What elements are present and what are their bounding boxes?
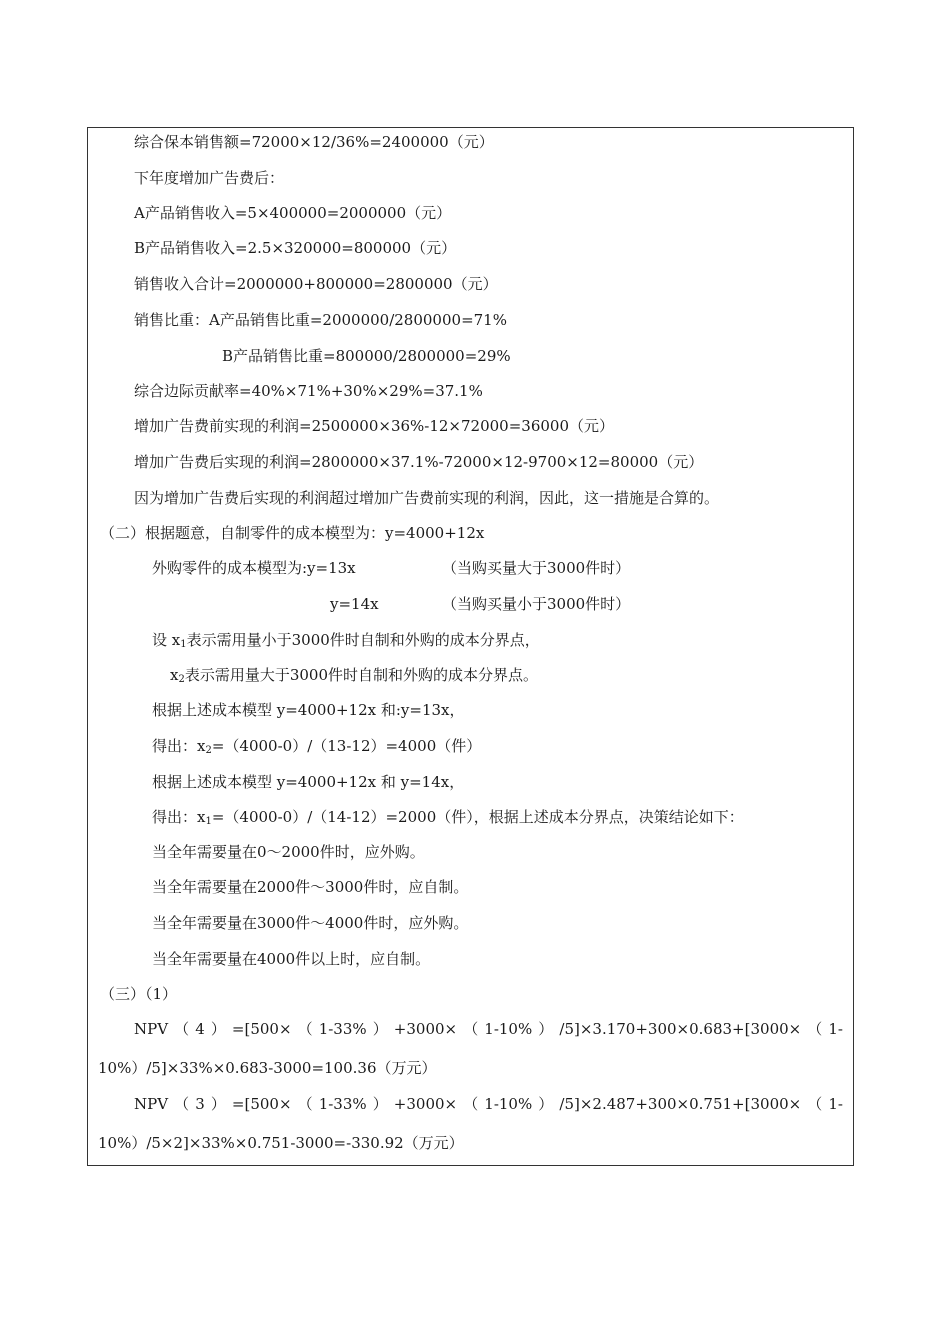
text-line: 根据上述成本模型 y=4000+12x 和 y=14x， bbox=[152, 773, 465, 791]
text-line: 综合保本销售额=72000×12/36%=2400000（元） bbox=[134, 133, 494, 151]
text-line: 得出：$x_1=(4000-0)/(14-12)=2000$（件），根据上述成本分界点，决策结论如下： bbox=[152, 808, 744, 827]
text-line: 当全年需要量在4000件以上时，应自制。 bbox=[152, 950, 431, 968]
text-line: $x_2$表示需用量大于3000件时自制和外购的成本分界点。 bbox=[170, 666, 539, 685]
text-line: B产品销售收入=2.5×320000=800000（元） bbox=[134, 239, 457, 257]
text-line: 当全年需要量在3000件～4000件时，应外购。 bbox=[152, 914, 469, 932]
text-line: （当购买量小于3000件时） bbox=[442, 595, 631, 613]
text-line: 10%）/5×2]×33%×0.751-3000=-330.92（万元） bbox=[98, 1134, 464, 1152]
text-line: 当全年需要量在2000件～3000件时，应自制。 bbox=[152, 878, 469, 896]
section-heading: （二）根据题意，自制零件的成本模型为：y=4000+12x bbox=[100, 524, 485, 542]
text-line: 增加广告费后实现的利润=2800000×37.1%-72000×12-9700×12=80000（元） bbox=[134, 453, 704, 471]
text-line: y=14x bbox=[330, 595, 379, 613]
text-line: B产品销售比重=800000/2800000=29% bbox=[222, 347, 511, 365]
text-line: （当购买量大于3000件时） bbox=[442, 559, 631, 577]
text-line: 外购零件的成本模型为:y=13x bbox=[152, 559, 356, 577]
text-line: 得出：$x_2=(4000-0)/(13-12)=4000$（件） bbox=[152, 737, 482, 756]
text-line: A产品销售收入=5×400000=2000000（元） bbox=[134, 204, 452, 222]
text-line: 销售收入合计=2000000+800000=2800000（元） bbox=[134, 275, 498, 293]
text-line: 设 $x_1$表示需用量小于3000件时自制和外购的成本分界点， bbox=[152, 631, 540, 650]
text-line: 销售比重：A产品销售比重=2000000/2800000=71% bbox=[134, 311, 507, 329]
text-line: 10%）/5]×33%×0.683-3000=100.36（万元） bbox=[98, 1059, 437, 1077]
text-line: 增加广告费前实现的利润=2500000×36%-12×72000=36000（元） bbox=[134, 417, 615, 435]
section-heading: （三）（1） bbox=[100, 985, 178, 1003]
text-line: 根据上述成本模型 y=4000+12x 和:y=13x， bbox=[152, 701, 465, 719]
text-line: 下年度增加广告费后： bbox=[134, 169, 285, 187]
text-line: 当全年需要量在0～2000件时，应外购。 bbox=[152, 843, 425, 861]
text-line: 综合边际贡献率=40%×71%+30%×29%=37.1% bbox=[134, 382, 483, 400]
text-line: 因为增加广告费后实现的利润超过增加广告费前实现的利润，因此，这一措施是合算的。 bbox=[134, 489, 720, 507]
text-line: NPV（3）=[500×（1-33%）+3000×（1-10%）/5]×2.487+300×0.751+[3000×（1- bbox=[134, 1095, 843, 1113]
text-line: NPV（4）=[500×（1-33%）+3000×（1-10%）/5]×3.170+300×0.683+[3000×（1- bbox=[134, 1020, 843, 1038]
